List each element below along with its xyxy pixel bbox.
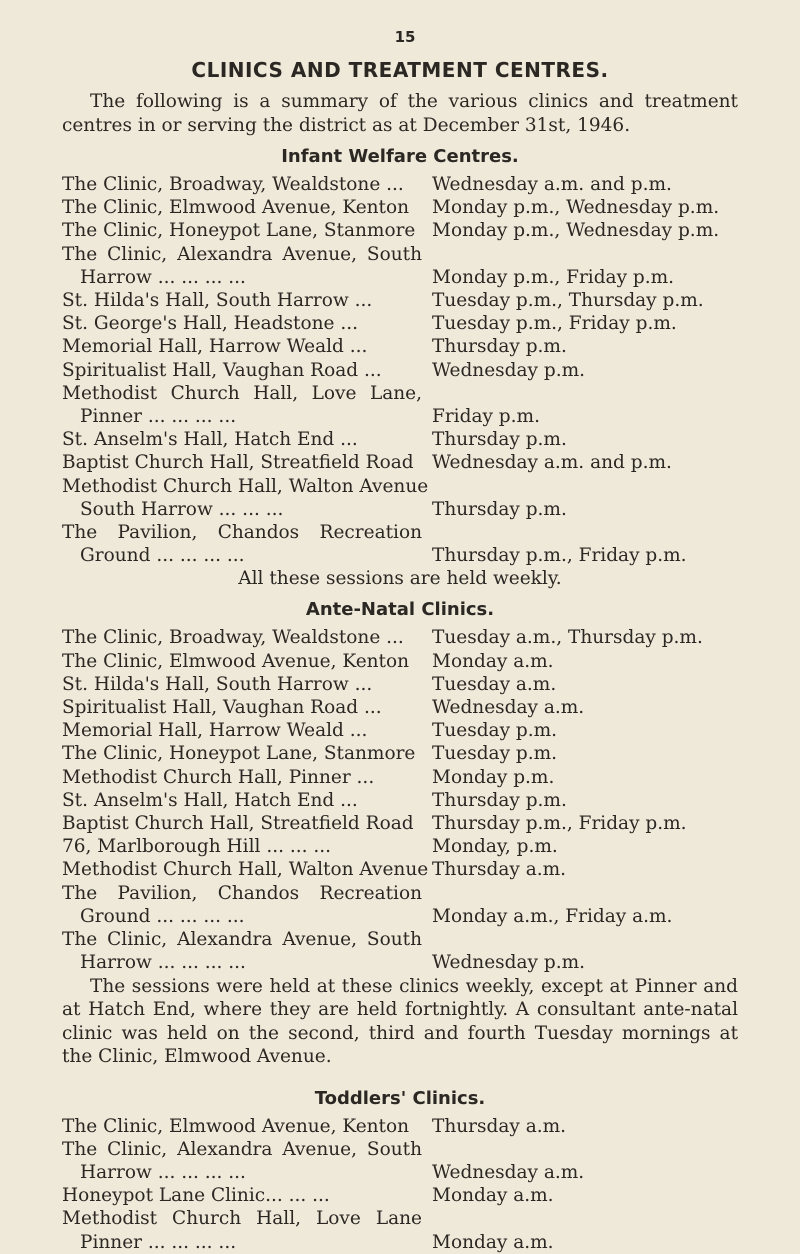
session-time-text: Wednesday p.m.	[432, 359, 586, 381]
clinic-location	[62, 696, 422, 719]
infant-welfare-list	[62, 173, 738, 567]
session-time-text: Wednesday p.m.	[432, 952, 586, 974]
list-item	[62, 1138, 738, 1184]
session-time	[422, 173, 738, 196]
location-line: St. Hilda's Hall, South Harrow ...	[62, 290, 373, 312]
list-item	[62, 696, 738, 719]
location-line: The Clinic, Broadway, Wealdstone ...	[62, 174, 404, 195]
session-time	[422, 719, 738, 742]
location-line: Ground ... ... ... ...	[80, 545, 245, 567]
session-time	[422, 789, 738, 812]
session-time-text: Monday p.m.	[432, 766, 555, 788]
location-line: St. George's Hall, Headstone ...	[62, 313, 358, 335]
list-item	[62, 673, 738, 696]
list-item	[62, 196, 738, 219]
session-time	[422, 359, 738, 382]
list-item	[62, 521, 738, 567]
clinic-location	[62, 428, 422, 451]
clinic-location	[62, 219, 422, 242]
list-item	[62, 766, 738, 789]
location-line: The Clinic, Elmwood Avenue, Kenton	[62, 197, 410, 219]
clinic-location	[62, 1207, 422, 1253]
clinic-location	[62, 626, 422, 649]
clinic-location	[62, 673, 422, 696]
session-time-text: Monday a.m., Friday a.m.	[432, 905, 673, 927]
session-time	[422, 1138, 738, 1184]
list-item	[62, 475, 738, 521]
location-line: Memorial Hall, Harrow Weald ...	[62, 720, 368, 742]
session-time-text: Friday p.m.	[432, 406, 540, 428]
session-time	[422, 196, 738, 219]
session-time	[422, 882, 738, 928]
location-line: Baptist Church Hall, Streatfield Road	[62, 452, 414, 474]
location-line: South Harrow ... ... ...	[80, 498, 284, 520]
session-time	[422, 335, 738, 358]
list-item	[62, 359, 738, 382]
session-time	[422, 1207, 738, 1253]
session-time	[422, 673, 738, 696]
session-time	[422, 219, 738, 242]
session-time-text: Monday a.m.	[432, 1231, 554, 1253]
list-item	[62, 812, 738, 835]
clinic-location	[62, 789, 422, 812]
clinic-location	[62, 858, 429, 881]
session-time-text: Monday p.m., Wednesday p.m.	[432, 197, 720, 219]
list-item	[62, 428, 738, 451]
session-time	[422, 928, 738, 974]
location-line: The Clinic, Broadway, Wealdstone ...	[62, 627, 404, 649]
location-line: Methodist Church Hall, Love Lane,	[62, 382, 422, 404]
location-line: Methodist Church Hall, Walton Avenue	[62, 859, 429, 881]
session-time	[422, 1184, 738, 1207]
location-line: St. Anselm's Hall, Hatch End ...	[62, 429, 358, 451]
clinic-location	[62, 475, 429, 521]
location-line: Pinner ... ... ... ...	[80, 406, 237, 428]
session-time	[422, 451, 738, 474]
list-item	[62, 835, 738, 858]
session-time-text: Thursday p.m.	[432, 498, 567, 520]
clinic-location	[62, 1184, 422, 1207]
clinic-location	[62, 882, 422, 928]
session-time-text: Thursday a.m.	[432, 859, 567, 881]
location-line: Memorial Hall, Harrow Weald ...	[62, 336, 368, 358]
session-time-text: Monday p.m., Friday p.m.	[432, 266, 675, 288]
session-time-text: Tuesday p.m.	[432, 720, 558, 742]
session-time-text: Tuesday a.m.	[432, 673, 557, 695]
page-title: CLINICS AND TREATMENT CENTRES.	[191, 58, 609, 82]
clinic-location	[62, 359, 422, 382]
session-time	[422, 521, 738, 567]
session-time	[422, 475, 738, 521]
list-item	[62, 1184, 738, 1207]
location-line: Spiritualist Hall, Vaughan Road ...	[62, 359, 382, 381]
list-item	[62, 382, 738, 428]
clinic-location	[62, 451, 422, 474]
clinic-location	[62, 521, 422, 567]
list-item	[62, 626, 738, 649]
clinic-location	[62, 1138, 422, 1184]
location-line: St. Anselm's Hall, Hatch End ...	[62, 789, 358, 811]
location-line: Methodist Church Hall, Pinner ...	[62, 766, 375, 788]
list-item	[62, 928, 738, 974]
session-time-text: Thursday p.m.	[432, 336, 567, 358]
location-line: Spiritualist Hall, Vaughan Road ...	[62, 697, 382, 719]
session-time-text: Thursday p.m., Friday p.m.	[432, 813, 687, 835]
clinic-location	[62, 766, 422, 789]
list-item	[62, 858, 738, 881]
clinic-location	[62, 928, 422, 974]
list-item	[62, 789, 738, 812]
location-line: Harrow ... ... ... ...	[80, 952, 246, 974]
clinic-location	[62, 650, 422, 673]
location-line: Honeypot Lane Clinic... ... ...	[62, 1185, 330, 1207]
clinic-location	[62, 312, 422, 335]
location-line: The Clinic, Alexandra Avenue, South	[62, 243, 422, 265]
session-time-text: Tuesday p.m., Thursday p.m.	[432, 290, 704, 312]
clinic-location	[62, 1115, 422, 1138]
page-number: 15	[394, 28, 416, 46]
clinic-location	[62, 243, 422, 289]
session-time	[422, 626, 738, 649]
clinic-location	[62, 289, 422, 312]
clinic-location	[62, 173, 422, 196]
location-line: The Pavilion, Chandos Recreation	[62, 882, 422, 904]
location-line: Ground ... ... ... ...	[80, 905, 245, 927]
session-time-text: Wednesday a.m. and p.m.	[432, 174, 672, 195]
location-line: 76, Marlborough Hill ... ... ...	[62, 836, 331, 858]
list-item	[62, 1207, 738, 1253]
session-time	[422, 312, 738, 335]
list-item	[62, 451, 738, 474]
session-time	[422, 382, 738, 428]
session-time	[422, 428, 738, 451]
session-time-text: Monday a.m.	[432, 650, 554, 672]
session-time	[422, 243, 738, 289]
intro-paragraph: The following is a summary of the various clinics and treatment centres in or serving the district as at December 31st, 1946.	[62, 91, 738, 136]
list-item	[62, 312, 738, 335]
session-time	[422, 650, 738, 673]
location-line: The Pavilion, Chandos Recreation	[62, 522, 422, 544]
list-item	[62, 719, 738, 742]
session-time-text: Thursday a.m.	[432, 1115, 567, 1137]
location-line: Harrow ... ... ... ...	[80, 1161, 246, 1183]
session-time-text: Tuesday a.m., Thursday p.m.	[432, 627, 703, 649]
toddlers-list	[62, 1115, 738, 1254]
clinic-location	[62, 812, 422, 835]
session-time-text: Wednesday a.m.	[432, 697, 585, 719]
session-time-text: Monday a.m.	[432, 1185, 554, 1207]
session-time-text: Wednesday a.m.	[432, 1161, 585, 1183]
location-line: The Clinic, Honeypot Lane, Stanmore	[62, 743, 416, 765]
location-line: Harrow ... ... ... ...	[80, 266, 246, 288]
location-line: The Clinic, Elmwood Avenue, Kenton	[62, 1115, 410, 1137]
session-time	[422, 812, 738, 835]
list-item	[62, 335, 738, 358]
session-time-text: Tuesday p.m., Friday p.m.	[432, 313, 677, 335]
clinic-location	[62, 382, 422, 428]
list-item	[62, 882, 738, 928]
infant-welfare-note: All these sessions are held weekly.	[238, 568, 562, 590]
clinic-location	[62, 335, 422, 358]
session-time-text: Wednesday a.m. and p.m.	[432, 452, 672, 474]
location-line: The Clinic, Elmwood Avenue, Kenton	[62, 650, 410, 672]
session-time-text: Monday, p.m.	[432, 836, 558, 858]
session-time-text: Monday p.m., Wednesday p.m.	[432, 220, 720, 242]
location-line: St. Hilda's Hall, South Harrow ...	[62, 673, 373, 695]
location-line: Baptist Church Hall, Streatfield Road	[62, 813, 414, 835]
ante-natal-note: The sessions were held at these clinics weekly, except at Pinner and at Hatch End, where they are held fortnightly. A consultant ante-natal clinic was held on the second, third and fourth Tuesday mornings at the Clinic, Elmwood Avenue.	[62, 975, 738, 1067]
session-time-text: Thursday p.m.	[432, 429, 567, 451]
list-item	[62, 650, 738, 673]
toddlers-heading: Toddlers' Clinics.	[314, 1087, 486, 1109]
session-time	[422, 858, 738, 881]
location-line: The Clinic, Honeypot Lane, Stanmore	[62, 220, 416, 242]
location-line: Methodist Church Hall, Love Lane	[62, 1208, 422, 1230]
session-time-text: Thursday p.m., Friday p.m.	[432, 545, 687, 567]
session-time	[422, 742, 738, 765]
session-time	[422, 835, 738, 858]
clinic-location	[62, 196, 422, 219]
location-line: The Clinic, Alexandra Avenue, South	[62, 1138, 422, 1160]
session-time-text: Thursday p.m.	[432, 789, 567, 811]
session-time-text: Tuesday p.m.	[432, 743, 558, 765]
clinic-location	[62, 719, 422, 742]
infant-welfare-heading: Infant Welfare Centres.	[281, 146, 519, 167]
session-time	[422, 766, 738, 789]
list-item	[62, 243, 738, 289]
session-time	[422, 1115, 738, 1138]
session-time	[422, 289, 738, 312]
location-line: Pinner ... ... ... ...	[80, 1231, 237, 1253]
location-line: Methodist Church Hall, Walton Avenue	[62, 475, 429, 497]
clinic-location	[62, 742, 422, 765]
list-item	[62, 1115, 738, 1138]
clinic-location	[62, 835, 422, 858]
location-line: The Clinic, Alexandra Avenue, South	[62, 929, 422, 951]
ante-natal-heading: Ante-Natal Clinics.	[305, 599, 495, 621]
list-item	[62, 219, 738, 242]
list-item	[62, 742, 738, 765]
list-item	[62, 173, 738, 196]
session-time	[422, 696, 738, 719]
list-item	[62, 289, 738, 312]
ante-natal-list	[62, 626, 738, 974]
